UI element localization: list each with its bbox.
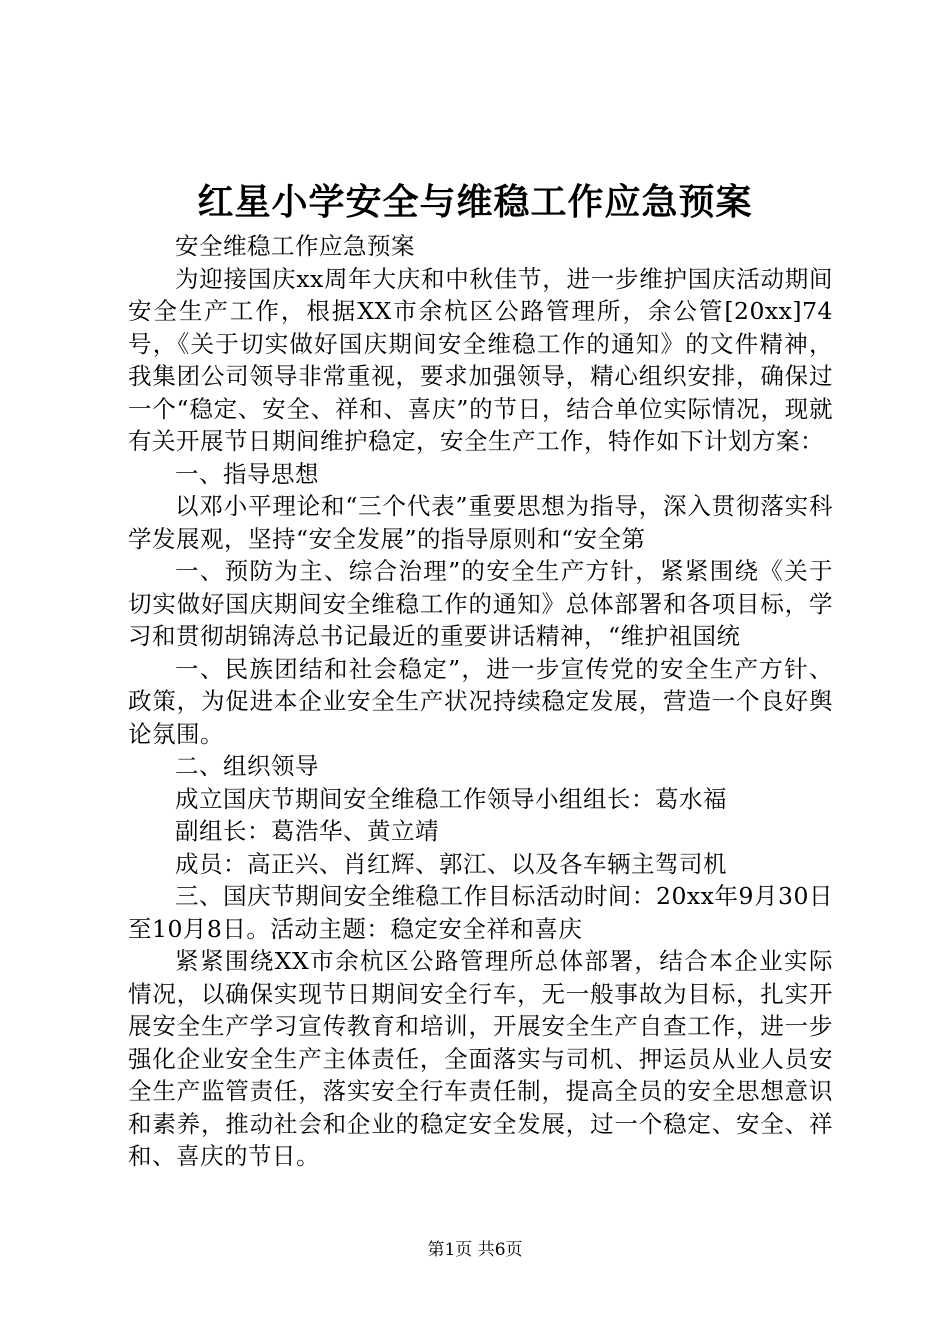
paragraph-subtitle: 安全维稳工作应急预案 xyxy=(175,232,415,260)
paragraph-deputy-leaders: 副组长：葛浩华、黄立靖 xyxy=(175,817,439,845)
page-indicator: 第1页 共6页 xyxy=(427,1240,523,1260)
paragraph-guiding-ideology: 以邓小平理论和“三个代表”重要思想为指导，深入贯彻落实科学发展观，坚持“安全发展”的指导原则和“安全第 xyxy=(128,492,833,553)
paragraph-goals: 紧紧围绕XX市余杭区公路管理所总体部署，结合本企业实际情况，以确保实现节日期间安全行车，无一般事故为目标，扎实开展安全生产学习宣传教育和培训，开展安全生产自查工作，进一步强化企业安全生产主体责任，全面落实与司机、押运员从业人员安全生产监管责任，落实安全行车责任制，提高全员的安全思想意识和素养，推动社会和企业的稳定安全发展，过一个稳定、安全、祥和、喜庆的节日。 xyxy=(128,947,833,1170)
section-heading-organization: 二、组织领导 xyxy=(175,752,319,780)
paragraph-members: 成员：高正兴、肖红辉、郭江、以及各车辆主驾司机 xyxy=(175,849,727,878)
section-heading-goals: 三、国庆节期间安全维稳工作目标活动时间：20xx年9月30日至10月8日。活动主题：稳定安全祥和喜庆 xyxy=(128,882,833,943)
section-heading-guiding-ideology: 一、指导思想 xyxy=(175,459,319,488)
paragraph-national-unity: 一、民族团结和社会稳定”，进一步宣传党的安全生产方针、政策，为促进本企业安全生产状况持续稳定发展，营造一个良好舆论氛围。 xyxy=(128,654,833,748)
document-title: 红星小学安全与维稳工作应急预案 xyxy=(197,181,753,223)
paragraph-group-leader: 成立国庆节期间安全维稳工作领导小组组长：葛水福 xyxy=(175,784,727,813)
paragraph-safety-policy: 一、预防为主、综合治理”的安全生产方针，紧紧围绕《关于切实做好国庆期间安全维稳工作的通知》总体部署和各项目标，学习和贯彻胡锦涛总书记最近的重要讲话精神，“维护祖国统 xyxy=(128,557,833,650)
paragraph-intro: 为迎接国庆xx周年大庆和中秋佳节，进一步维护国庆活动期间安全生产工作，根据XX市余杭区公路管理所，余公管[20xx]74号，《关于切实做好国庆期间安全维稳工作的通知》的文件精神，我集团公司领导非常重视，要求加强领导，精心组织安排，确保过一个“稳定、安全、祥和、喜庆”的节日，结合单位实际情况，现就有关开展节日期间维护稳定，安全生产工作，特作如下计划方案： xyxy=(128,264,833,455)
document-body xyxy=(128,230,833,1173)
